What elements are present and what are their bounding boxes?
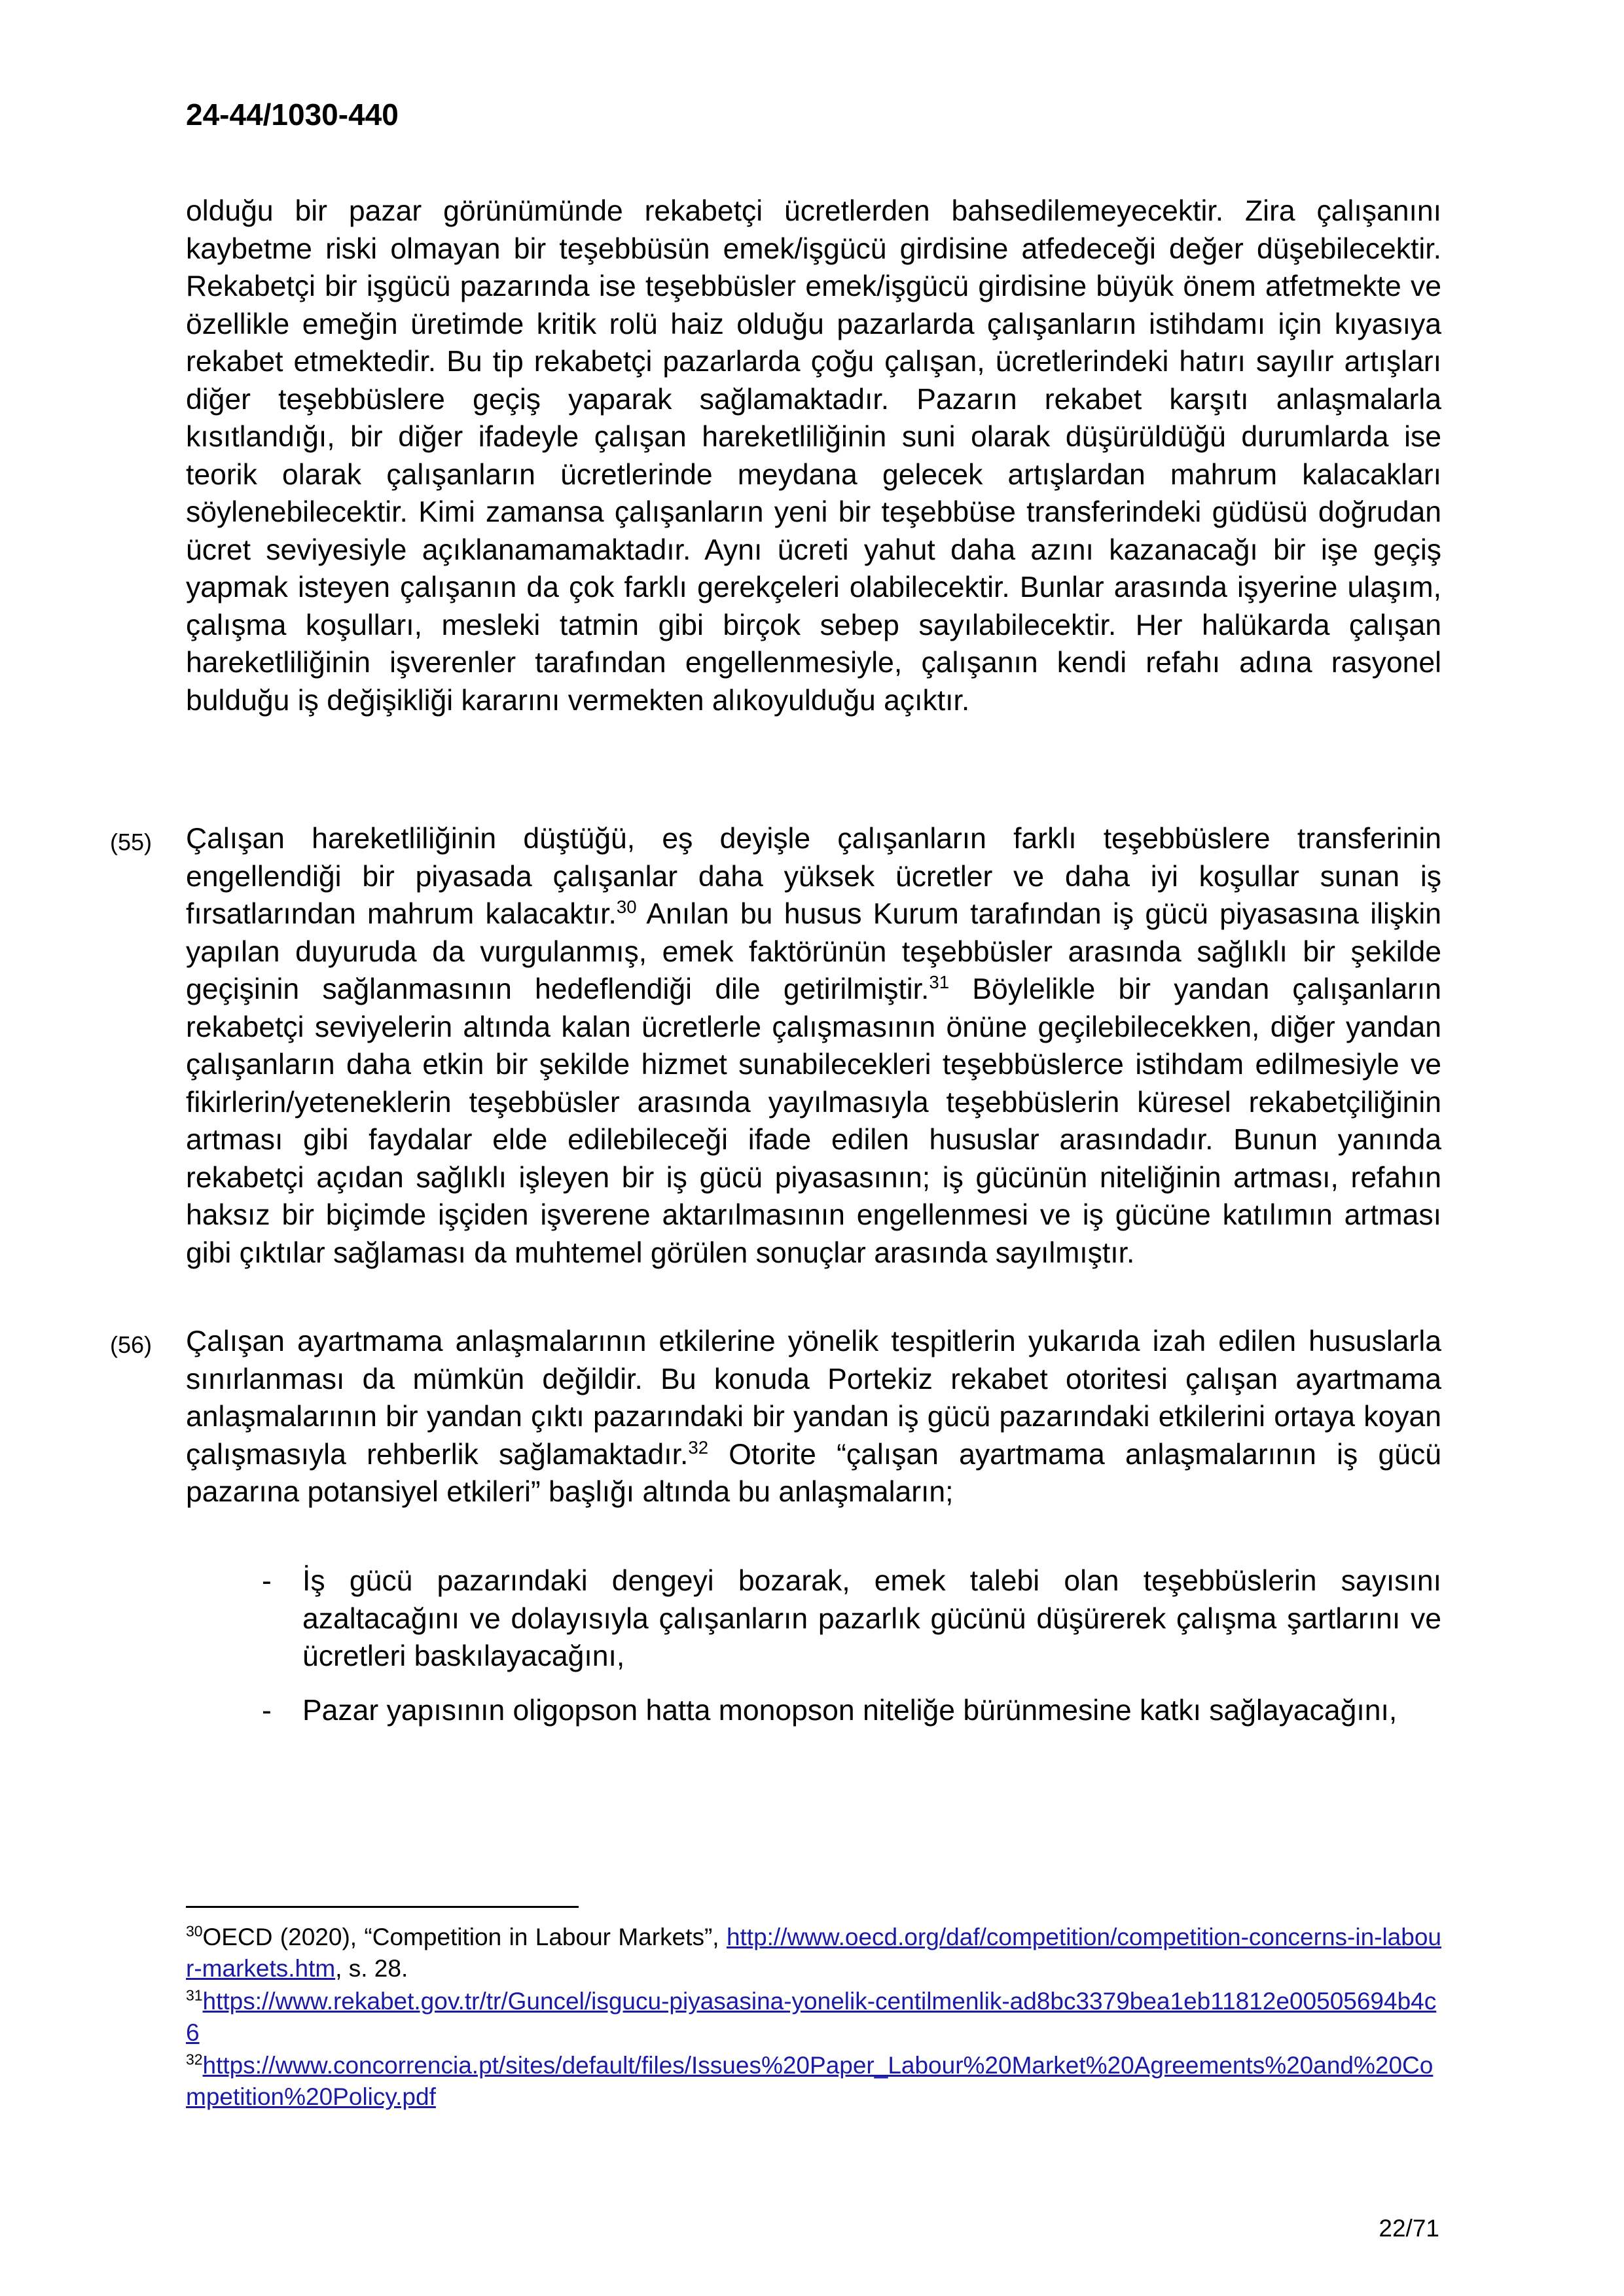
footnote-31 <box>186 1986 1441 2049</box>
footnote-number: 30 <box>186 1922 203 1940</box>
footnote-32 <box>186 2050 1441 2113</box>
footnote-link[interactable]: https://www.concorrencia.pt/sites/default/files/Issues%20Paper_Labour%20Market%20Agreements%20and%20Competition%20Policy.pdf <box>186 2052 1434 2110</box>
bullet-item: İş gücü pazarındaki dengeyi bozarak, emek talebi olan teşebbüslerin sayısını azaltacağını ve dolayısıyla çalışanların pazarlık gücünü düşürerek çalışma şartlarını ve ücretleri baskılayacağını, <box>302 1565 1441 1672</box>
footnote-text: , s. 28. <box>335 1955 408 1982</box>
footnote-link[interactable]: http://www.oecd.org/daf/competition/competition-concerns-in-labour-markets.htm <box>186 1924 1441 1982</box>
bullet-item: Pazar yapısının oligopson hatta monopson niteliğe bürünmesine katkı sağlayacağını, <box>302 1695 1398 1727</box>
paragraph-56 <box>186 1323 1441 1511</box>
footnote-ref-32[interactable]: 32 <box>688 1437 709 1458</box>
bullet-marker: - <box>262 1565 272 1597</box>
paragraph-55-part3: Böylelikle bir yandan çalışanların rekabetçi seviyelerin altında kalan ücretlerle çalışmasının önüne geçilebilecekken, diğer yandan çalışanların daha etkin bir şekilde hizmet sunabilecekleri teşebbüslerce istihdam edilmesiyle ve fikirlerin/yeteneklerin teşebbüsler arasında yayılmasıyla teşebbüslerin küresel rekabetçiliğinin artması gibi faydalar elde edilebileceği ifade edilen hususlar arasındadır. Bunun yanında rekabetçi açıdan sağlıklı işleyen bir iş gücü piyasasının; iş gücünün niteliğinin artması, refahın haksız bir biçimde işçiden işverene aktarılmasının engellenmesi ve iş gücüne katılımın artması gibi çıktılar sağlaması da muhtemel görülen sonuçlar arasında sayılmıştır. <box>186 973 1441 1269</box>
document-id: 24-44/1030-440 <box>186 98 399 132</box>
paragraph-55-part1: Çalışan hareketliliğinin düştüğü, eş deyişle çalışanların farklı teşebbüslere transferinin engellendiği bir piyasada çalışanlar daha yüksek ücretler ve daha iyi koşullar sunan iş fırsatlarından mahrum kalacaktır. <box>186 823 1441 930</box>
paragraph-56-part2: Otorite “çalışan ayartmama anlaşmalarının iş gücü pazarına potansiyel etkileri” başlığı altında bu anlaşmaların; <box>186 1438 1441 1508</box>
paragraph-number-56: (56) <box>110 1331 153 1358</box>
footnote-30 <box>186 1922 1441 1984</box>
footnote-text: OECD (2020), “Competition in Labour Markets”, <box>202 1924 727 1950</box>
footnote-link[interactable]: https://www.rekabet.gov.tr/tr/Guncel/isgucu-piyasasina-yonelik-centilmenlik-ad8bc3379bea1eb11812e00505694b4c6 <box>186 1988 1437 2046</box>
footnote-ref-30[interactable]: 30 <box>616 897 637 918</box>
footnote-number: 32 <box>186 2051 203 2068</box>
page-number: 22/71 <box>1379 2215 1439 2242</box>
footnote-divider <box>186 1906 579 1908</box>
footnote-number: 31 <box>186 1986 203 2004</box>
paragraph-number-55: (55) <box>110 829 153 855</box>
paragraph-continuation: olduğu bir pazar görünümünde rekabetçi ücretlerden bahsedilemeyecektir. Zira çalışanını kaybetme riski olmayan bir teşebbüsün emek/işgücü girdisine atfedeceği değer düşebilecektir. Rekabetçi bir işgücü pazarında ise teşebbüsler emek/işgücü girdisine büyük önem atfetmekte ve özellikle emeğin üretimde kritik rolü haiz olduğu pazarlarda çalışanların istihdamı için kıyasıya rekabet etmektedir. Bu tip rekabetçi pazarlarda çoğu çalışan, ücretlerindeki hatırı sayılır artışları diğer teşebbüslere geçiş yaparak sağlamaktadır. Pazarın rekabet karşıtı anlaşmalarla kısıtlandığı, bir diğer ifadeyle çalışan hareketliliğinin suni olarak düşürüldüğü durumlarda ise teorik olarak çalışanların ücretlerinde meydana gelecek artışlardan mahrum kalacakları söylenebilecektir. Kimi zamansa çalışanların yeni bir teşebbüse transferindeki güdüsü doğrudan ücret seviyesiyle açıklanamamaktadır. Aynı ücreti yahut daha azını kazanacağı bir işe geçiş yapmak isteyen çalışanın da çok farklı gerekçeleri olabilecektir. Bunlar arasında işyerine ulaşım, çalışma koşulları, mesleki tatmin gibi birçok sebep sayılabilecektir. Her halükarda çalışan hareketliliğinin işverenler tarafından engellenmesiyle, çalışanın kendi refahı adına rasyonel bulduğu iş değişikliği kararını vermekten alıkoyulduğu açıktır. <box>186 195 1441 717</box>
bullet-marker: - <box>262 1695 272 1727</box>
paragraph-55-part2: Anılan bu husus Kurum tarafından iş gücü piyasasına ilişkin yapılan duyuruda da vurgulanmış, emek faktörünün teşebbüsler arasında sağlıklı bir şekilde geçişinin sağlanmasının hedeflendiği dile getirilmiştir. <box>186 898 1441 1005</box>
footnote-ref-31[interactable]: 31 <box>929 972 950 993</box>
paragraph-55 <box>186 820 1441 1272</box>
paragraph-56-part1: Çalışan ayartmama anlaşmalarının etkilerine yönelik tespitlerin yukarıda izah edilen hususlarla sınırlanması da mümkün değildir. Bu konuda Portekiz rekabet otoritesi çalışan ayartmama anlaşmalarının bir yandan çıktı pazarındaki bir yandan iş gücü pazarındaki etkilerini ortaya koyan çalışmasıyla rehberlik sağlamaktadır. <box>186 1325 1441 1471</box>
